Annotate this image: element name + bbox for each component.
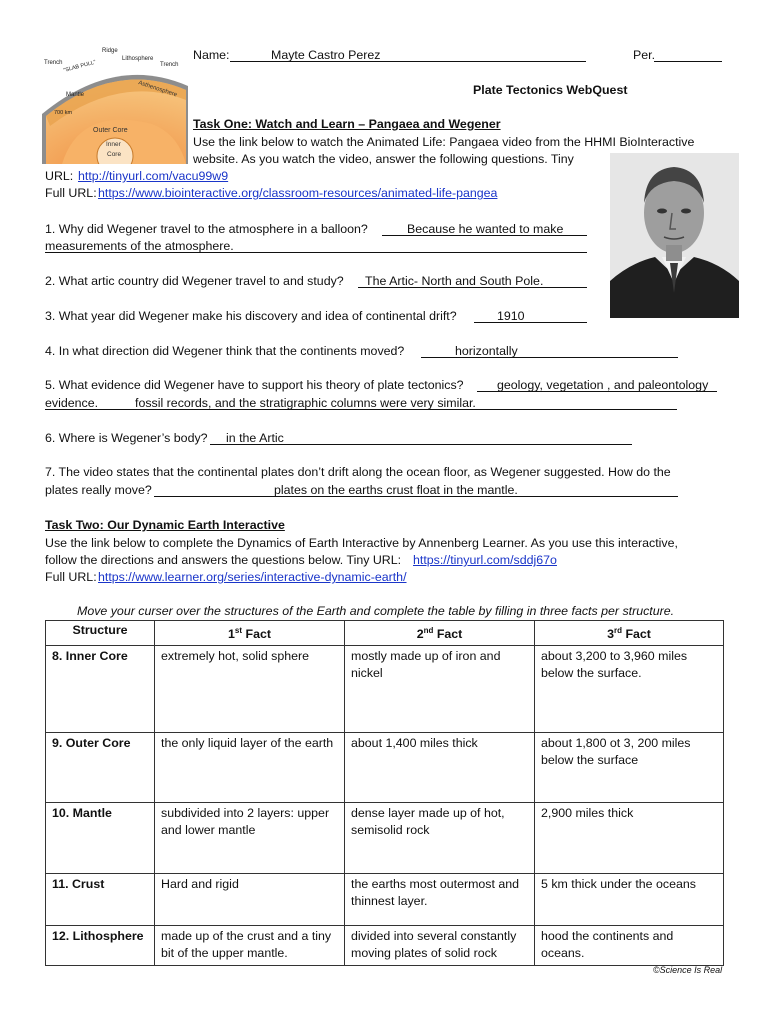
fact-cell[interactable]: the only liquid layer of the earth <box>155 732 345 802</box>
q3-answer[interactable]: 1910 <box>497 309 525 323</box>
q1-answer[interactable]: Because he wanted to make <box>407 222 564 236</box>
earth-layers-diagram <box>40 44 190 164</box>
q7-text-cont: plates really move? <box>45 483 152 497</box>
q2-answer[interactable]: The Artic- North and South Pole. <box>365 274 544 288</box>
task2-intro-line1: Use the link below to complete the Dynamics of Earth Interactive by Annenberg Learner. As you use this interactive, <box>45 536 678 550</box>
task1-full-url-link[interactable]: https://www.biointeractive.org/classroom-resources/animated-life-pangea <box>98 186 498 200</box>
table-row <box>46 645 724 732</box>
col-header-fact1 <box>155 621 345 646</box>
fact-cell[interactable]: Hard and rigid <box>155 873 345 925</box>
structure-cell: 11. Crust <box>46 873 155 925</box>
earth-structures-table <box>45 620 724 966</box>
label-inner-core-1: Inner <box>106 141 121 148</box>
task2-tiny-url-link[interactable]: https://tinyurl.com/sddj67o <box>413 553 557 567</box>
label-slab-pull: "SLAB PULL" <box>62 59 97 74</box>
q1-underline-2 <box>45 252 587 253</box>
fact-cell[interactable]: the earths most outermost and thinnest layer. <box>345 873 535 925</box>
fact1-suffix: st <box>234 626 243 635</box>
q7-answer[interactable]: plates on the earths crust float in the mantle. <box>274 483 518 497</box>
q6-answer[interactable]: in the Artic <box>226 431 284 445</box>
label-mantle: Mantle <box>66 92 85 98</box>
col-header-fact3 <box>535 621 724 646</box>
footer-copyright: ©Science Is Real <box>653 965 723 975</box>
fact-cell[interactable]: hood the continents and oceans. <box>535 925 724 965</box>
table-row <box>46 802 724 873</box>
label-outer-core: Outer Core <box>93 127 128 134</box>
fact3-word: Fact <box>625 627 651 642</box>
fact2-number: 2 <box>416 627 424 642</box>
task1-tiny-url-label: URL: <box>45 169 74 183</box>
name-label: Name: <box>193 48 230 62</box>
q5-answer-cont[interactable]: evidence. <box>45 396 99 410</box>
label-trench-right: Trench <box>160 62 179 68</box>
task2-heading: Task Two: Our Dynamic Earth Interactive <box>45 518 285 532</box>
wegener-portrait <box>610 153 739 318</box>
fact3-number: 3 <box>607 627 614 642</box>
task2-full-url-label: Full URL: <box>45 570 97 584</box>
fact-cell[interactable]: divided into several constantly moving plates of solid rock <box>345 925 535 965</box>
task1-heading: Task One: Watch and Learn – Pangaea and Wegener <box>193 117 501 131</box>
period-label: Per. <box>633 48 656 62</box>
task2-full-url-link[interactable]: https://www.learner.org/series/interactive-dynamic-earth/ <box>98 570 407 584</box>
q5-text: 5. What evidence did Wegener have to support his theory of plate tectonics? <box>45 378 464 392</box>
fact-cell[interactable]: about 3,200 to 3,960 miles below the surface. <box>535 645 724 732</box>
table-header-row <box>46 621 724 646</box>
fact3-suffix: rd <box>613 626 622 635</box>
q5-answer[interactable]: geology, vegetation , and paleontology <box>497 378 709 392</box>
label-ridge: Ridge <box>102 48 118 54</box>
q7-text: 7. The video states that the continental plates don’t drift along the ocean floor, as Wegener suggested. How do the <box>45 465 671 479</box>
fact-cell[interactable]: mostly made up of iron and nickel <box>345 645 535 732</box>
label-asthenosphere: Asthenosphere <box>137 80 178 99</box>
q1-text: 1. Why did Wegener travel to the atmosphere in a balloon? <box>45 222 368 236</box>
label-lithosphere: Lithosphere <box>122 56 154 62</box>
task2-intro-line2: follow the directions and answers the questions below. Tiny URL: <box>45 553 402 567</box>
label-trench-left: Trench <box>44 60 63 66</box>
q3-text: 3. What year did Wegener make his discovery and idea of continental drift? <box>45 309 457 323</box>
page-title: Plate Tectonics WebQuest <box>473 83 628 97</box>
q3-underline <box>474 322 587 323</box>
fact1-word: Fact <box>245 627 271 642</box>
task1-intro-line1: Use the link below to watch the Animated Life: Pangaea video from the HHMI BioInteractive <box>193 135 695 149</box>
fact-cell[interactable]: 5 km thick under the oceans <box>535 873 724 925</box>
table-row <box>46 873 724 925</box>
fact-cell[interactable]: 2,900 miles thick <box>535 802 724 873</box>
col-header-structure: Structure <box>46 621 155 646</box>
fact2-word: Fact <box>436 627 463 642</box>
task1-intro-line2: website. As you watch the video, answer the following questions. Tiny <box>193 152 574 166</box>
q4-answer[interactable]: horizontally <box>455 344 518 358</box>
fact-cell[interactable]: about 1,800 ot 3, 200 miles below the surface <box>535 732 724 802</box>
structure-cell: 9. Outer Core <box>46 732 155 802</box>
q2-text: 2. What artic country did Wegener travel to and study? <box>45 274 344 288</box>
table-instruction: Move your curser over the structures of the Earth and complete the table by filling in three facts per structure. <box>77 604 675 618</box>
structure-cell: 10. Mantle <box>46 802 155 873</box>
label-inner-core-2: Core <box>107 151 122 158</box>
fact1-number: 1 <box>228 627 235 642</box>
q4-text: 4. In what direction did Wegener think that the continents moved? <box>45 344 405 358</box>
fact-cell[interactable]: made up of the crust and a tiny bit of the upper mantle. <box>155 925 345 965</box>
q6-text: 6. Where is Wegener’s body? <box>45 431 208 445</box>
task1-tiny-url-link[interactable]: http://tinyurl.com/vacu99w9 <box>78 169 229 183</box>
table-row <box>46 732 724 802</box>
q1-answer-cont[interactable]: measurements of the atmosphere. <box>45 239 234 253</box>
table-row <box>46 925 724 965</box>
col-header-fact2 <box>345 621 535 646</box>
structure-cell: 12. Lithosphere <box>46 925 155 965</box>
fact-cell[interactable]: dense layer made up of hot, semisolid rock <box>345 802 535 873</box>
structure-cell: 8. Inner Core <box>46 645 155 732</box>
fact-cell[interactable]: extremely hot, solid sphere <box>155 645 345 732</box>
fact-cell[interactable]: subdivided into 2 layers: upper and lower mantle <box>155 802 345 873</box>
q5-answer-cont-2[interactable]: fossil records, and the stratigraphic columns were very similar. <box>135 396 476 410</box>
name-value[interactable]: Mayte Castro Perez <box>271 48 381 62</box>
task1-full-url-label: Full URL: <box>45 186 97 200</box>
fact-cell[interactable]: about 1,400 miles thick <box>345 732 535 802</box>
label-depth: 700 km <box>54 110 73 116</box>
q5-underline-2 <box>45 409 677 410</box>
period-underline[interactable] <box>654 61 722 62</box>
fact2-suffix: nd <box>423 626 434 635</box>
